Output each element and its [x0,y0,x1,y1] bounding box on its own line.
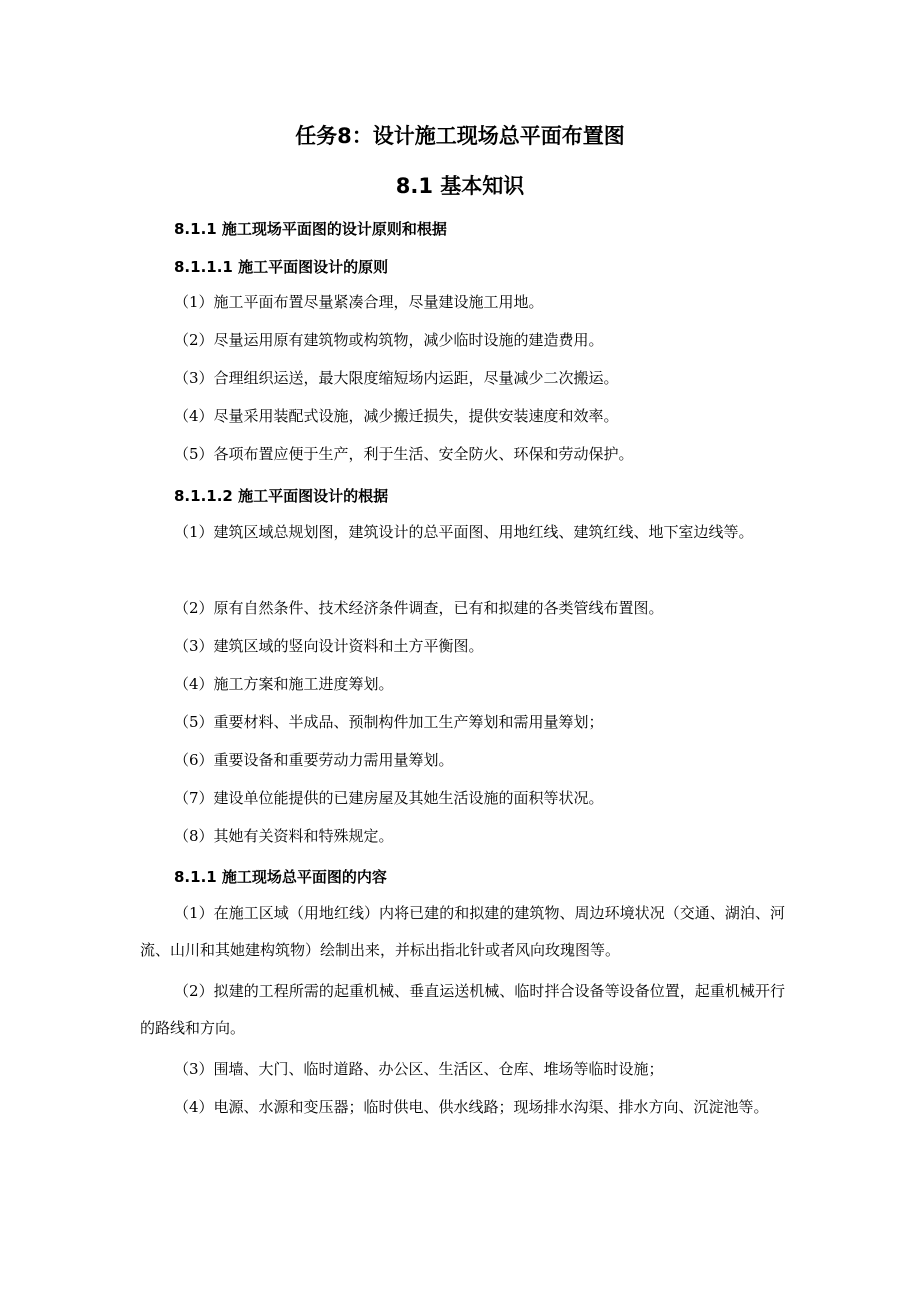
principle-item-4: （4）尽量采用装配式设施，减少搬迁损失，提供安装速度和效率。 [174,407,619,425]
principle-item-3: （3）合理组织运送，最大限度缩短场内运距，尽量减少二次搬运。 [174,369,619,387]
basis-item-2: （2）原有自然条件、技术经济条件调查，已有和拟建的各类管线布置图。 [174,599,664,617]
basis-item-8: （8）其她有关资料和特殊规定。 [174,827,394,845]
heading-8-1-1-1: 8.1.1.1 施工平面图设计的原则 [174,258,389,276]
document-title: 任务8：设计施工现场总平面布置图 [295,124,625,148]
heading-8-1-1-2: 8.1.1.2 施工平面图设计的根据 [174,487,389,505]
content-item-4: （4）电源、水源和变压器；临时供电、供水线路；现场排水沟渠、排水方向、沉淀池等。 [174,1098,769,1116]
content-item-3: （3）围墙、大门、临时道路、办公区、生活区、仓库、堆场等临时设施； [174,1060,664,1078]
basis-item-1: （1）建筑区域总规划图，建筑设计的总平面图、用地红线、建筑红线、地下室边线等。 [174,523,754,541]
content-item-1: （1）在施工区域（用地红线）内将已建的和拟建的建筑物、周边环境状况（交通、湖泊、河流、山川和其她建构筑物）绘制出来，并标出指北针或者风向玫瑰图等。 [140,904,785,959]
heading-plan-content: 8.1.1 施工现场总平面图的内容 [174,868,387,886]
basis-item-4: （4）施工方案和施工进度筹划。 [174,675,394,693]
principle-item-5: （5）各项布置应便于生产，利于生活、安全防火、环保和劳动保护。 [174,445,634,463]
heading-8-1-1: 8.1.1 施工现场平面图的设计原则和根据 [174,220,447,238]
basis-item-7: （7）建设单位能提供的已建房屋及其她生活设施的面积等状况。 [174,789,604,807]
principle-item-1: （1）施工平面布置尽量紧凑合理，尽量建设施工用地。 [174,293,544,311]
section-title: 8.1 基本知识 [395,174,525,198]
basis-item-6: （6）重要设备和重要劳动力需用量筹划。 [174,751,454,769]
content-item-2: （2）拟建的工程所需的起重机械、垂直运送机械、临时拌合设备等设备位置，起重机械开行的路线和方向。 [140,982,785,1037]
principle-item-2: （2）尽量运用原有建筑物或构筑物，减少临时设施的建造费用。 [174,331,604,349]
basis-item-5: （5）重要材料、半成品、预制构件加工生产筹划和需用量筹划； [174,713,604,731]
basis-item-3: （3）建筑区域的竖向设计资料和土方平衡图。 [174,637,484,655]
